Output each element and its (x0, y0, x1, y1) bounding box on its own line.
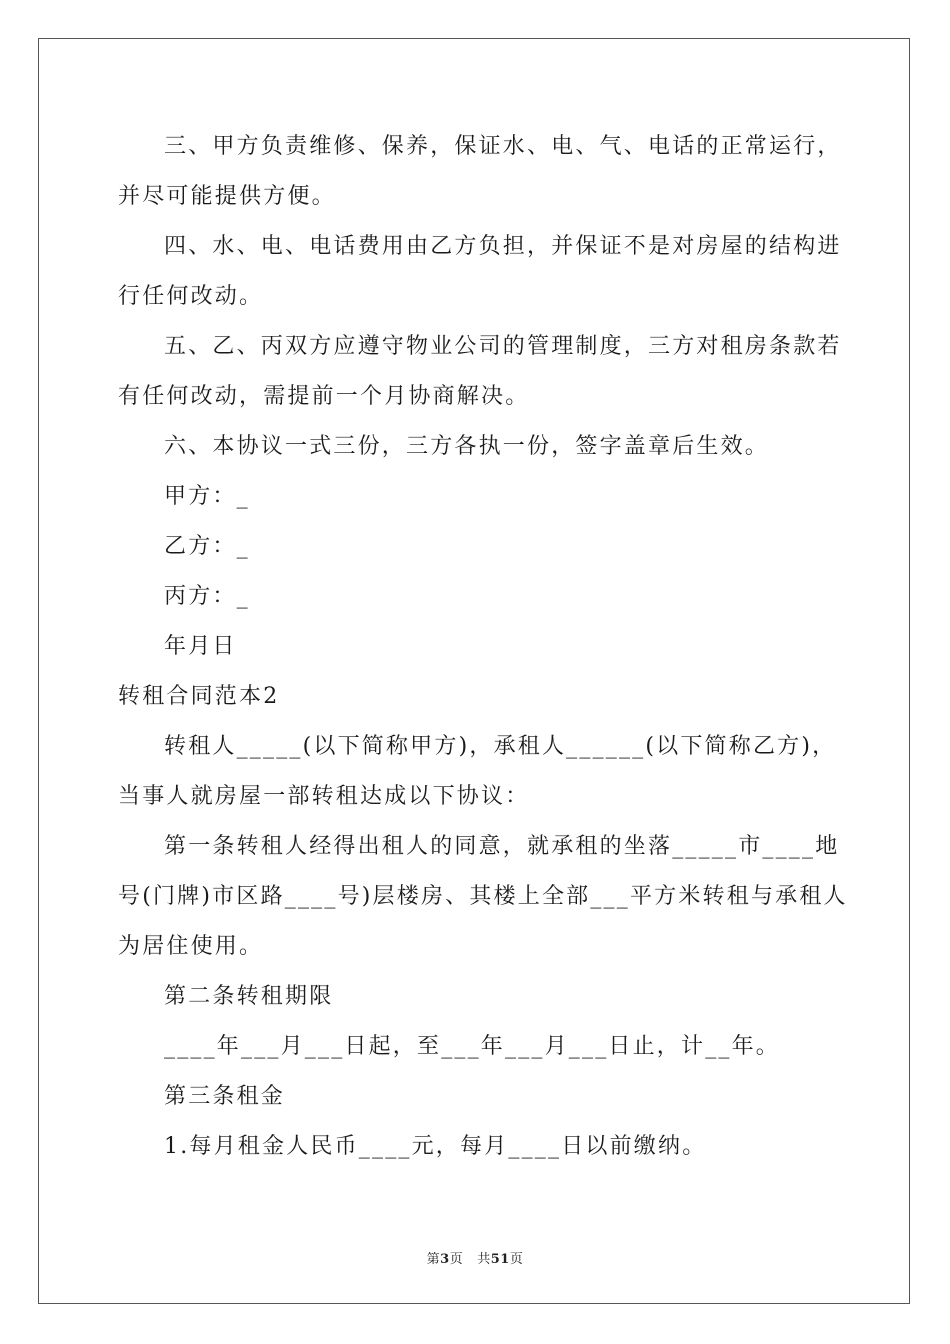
signature-party-c: 丙方：_ (164, 584, 250, 609)
paragraph-line: 行任何改动。 (118, 284, 264, 309)
paragraph-line: 五、乙、丙双方应遵守物业公司的管理制度，三方对租房条款若 (164, 334, 842, 359)
clause-heading: 第三条租金 (164, 1084, 286, 1109)
signature-date: 年月日 (164, 634, 237, 659)
page-footer (0, 1248, 950, 1267)
paragraph-line: 转租人_____(以下简称甲方)，承租人______(以下简称乙方)， (164, 734, 837, 759)
paragraph-line: 四、水、电、电话费用由乙方负担，并保证不是对房屋的结构进 (164, 234, 842, 259)
footer-page-suffix: 页 (449, 1252, 464, 1267)
paragraph-line: 1.每月租金人民币____元，每月____日以前缴纳。 (164, 1134, 707, 1159)
clause-heading: 第二条转租期限 (164, 984, 334, 1009)
paragraph-line: ____年___月___日起，至___年___月___日止，计__年。 (164, 1034, 781, 1059)
footer-total-suffix: 页 (509, 1252, 524, 1267)
paragraph-line: 有任何改动，需提前一个月协商解决。 (118, 384, 530, 409)
paragraph-line: 为居住使用。 (118, 934, 264, 959)
document-body (118, 122, 848, 1172)
paragraph-line: 六、本协议一式三份，三方各执一份，签字盖章后生效。 (164, 434, 770, 459)
paragraph-line: 当事人就房屋一部转租达成以下协议： (118, 784, 530, 809)
section-title: 转租合同范本2 (118, 684, 280, 709)
paragraph-line: 号(门牌)市区路____号)层楼房、其楼上全部___平方米转租与承租人 (118, 884, 848, 909)
footer-page-total: 51 (490, 1252, 510, 1267)
signature-party-a: 甲方：_ (164, 484, 250, 509)
signature-party-b: 乙方：_ (164, 534, 250, 559)
footer-page-current: 3 (440, 1252, 450, 1267)
footer-page-prefix: 第 (426, 1252, 441, 1267)
footer-total-prefix: 共 (477, 1252, 491, 1267)
paragraph-line: 第一条转租人经得出租人的同意，就承租的坐落_____市____地 (164, 834, 840, 859)
paragraph-line: 三、甲方负责维修、保养，保证水、电、气、电话的正常运行， (164, 134, 842, 159)
paragraph-line: 并尽可能提供方便。 (118, 184, 336, 209)
